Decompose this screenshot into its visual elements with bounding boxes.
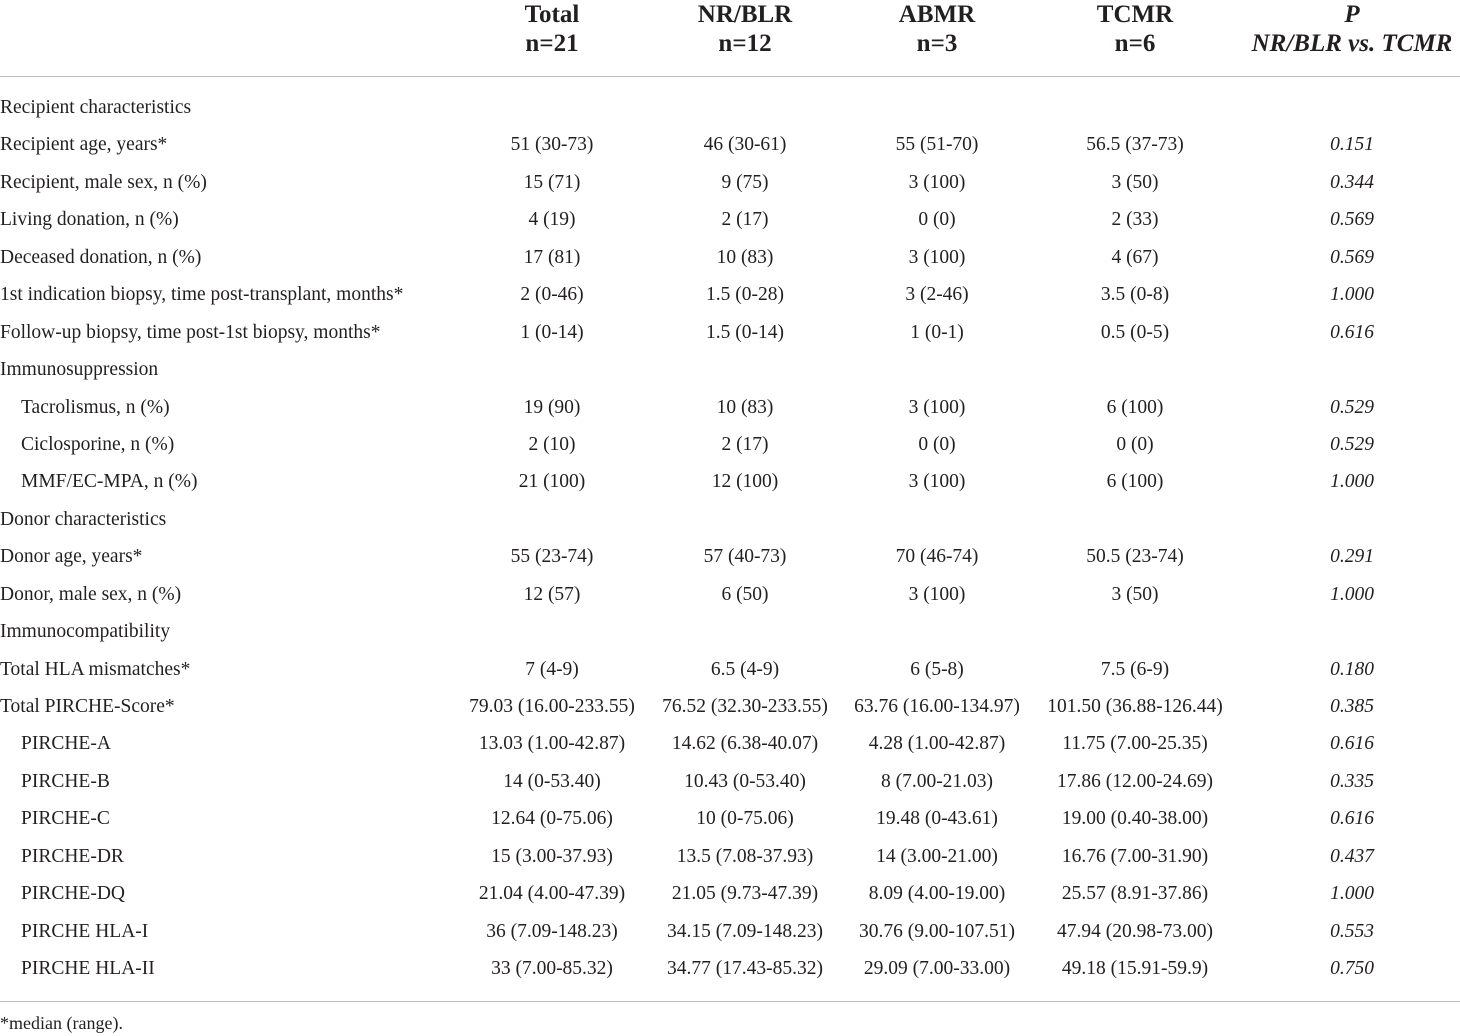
row-label: MMF/EC-MPA, n (%) [21,471,198,493]
cell-abmr: 4.28 (1.00-42.87) [868,733,1006,755]
cell-nr-blr: 34.77 (17.43-85.32) [667,958,823,980]
cell-tcmr: 7.5 (6-9) [1100,658,1170,680]
header-nr-blr [698,0,792,58]
cell-tcmr: 25.57 (8.91-37.86) [1061,883,1209,905]
cell-total: 55 (23-74) [510,546,594,568]
cell-p-value: 0.616 [1330,733,1374,755]
cell-tcmr: 50.5 (23-74) [1086,546,1184,568]
table-row [0,315,1460,352]
header-nr-blr-title: NR/BLR [697,1,793,28]
row-label: PIRCHE-C [21,808,110,830]
cell-p-value: 0.437 [1330,845,1374,867]
header-p-title: P [1344,1,1360,28]
header-abmr-n: n=3 [916,30,958,57]
cell-total: 33 (7.00-85.32) [491,958,613,980]
cell-nr-blr: 57 (40-73) [703,546,787,568]
cell-abmr: 6 (5-8) [910,658,964,680]
cell-nr-blr: 21.05 (9.73-47.39) [671,883,819,905]
cell-total: 51 (30-73) [510,134,594,156]
table-row [0,202,1460,239]
cell-abmr: 30.76 (9.00-107.51) [859,920,1015,942]
cell-p-value: 0.529 [1330,433,1374,455]
cell-p-value: 0.291 [1330,546,1374,568]
cell-nr-blr: 12 (100) [711,471,779,493]
cell-abmr: 8 (7.00-21.03) [880,770,994,792]
row-label: Immunosuppression [0,359,159,381]
table-row [0,726,1460,763]
cell-tcmr: 101.50 (36.88-126.44) [1047,696,1223,717]
header-divider [0,76,1460,77]
cell-total: 17 (81) [523,246,581,268]
row-label: Immunocompatibility [0,621,171,643]
table-row [0,539,1460,576]
cell-tcmr: 0 (0) [1116,433,1154,455]
table-row [0,689,1460,726]
cell-p-value: 0.151 [1330,134,1374,156]
cell-nr-blr: 6 (50) [721,583,769,605]
cell-total: 21 (100) [518,471,586,493]
header-abmr-title: ABMR [898,1,976,28]
table-row [0,839,1460,876]
cell-p-value: 0.335 [1330,770,1374,792]
cell-abmr: 3 (2-46) [905,284,969,306]
row-label: Total PIRCHE-Score* [0,696,175,717]
cell-abmr: 0 (0) [918,209,956,231]
cell-nr-blr: 13.5 (7.08-37.93) [676,845,814,867]
table-row [0,127,1460,164]
table-row [0,277,1460,314]
cell-abmr: 55 (51-70) [895,134,979,156]
cell-abmr: 29.09 (7.00-33.00) [863,958,1011,980]
cell-tcmr: 6 (100) [1106,396,1164,418]
cell-abmr: 3 (100) [908,471,966,493]
row-label: PIRCHE-A [21,733,111,755]
cell-p-value: 1.000 [1330,883,1374,905]
cell-tcmr: 3 (50) [1111,583,1159,605]
cell-nr-blr: 76.52 (32.30-233.55) [662,696,828,717]
cell-total: 36 (7.09-148.23) [486,920,618,942]
row-label: 1st indication biopsy, time post-transplant, months* [0,284,404,306]
cell-tcmr: 47.94 (20.98-73.00) [1057,920,1213,942]
cell-p-value: 0.529 [1330,396,1374,418]
cell-tcmr: 3 (50) [1111,171,1159,193]
row-label: Follow-up biopsy, time post-1st biopsy, months* [0,321,381,343]
cell-total: 4 (19) [528,209,576,231]
row-label: Donor characteristics [0,508,167,530]
table-row [0,914,1460,951]
header-nr-blr-n: n=12 [718,30,772,57]
row-label: Tacrolismus, n (%) [21,396,170,418]
header-total-n: n=21 [525,30,579,57]
cell-p-value: 0.553 [1330,920,1374,942]
cell-tcmr: 4 (67) [1111,246,1159,268]
table-row [0,240,1460,277]
cell-tcmr: 16.76 (7.00-31.90) [1061,845,1209,867]
cell-nr-blr: 10 (0-75.06) [696,808,794,830]
cell-tcmr: 17.86 (12.00-24.69) [1057,770,1213,792]
row-label: PIRCHE-B [21,770,110,792]
cell-tcmr: 2 (33) [1111,209,1159,231]
table-row [0,614,1460,651]
cell-nr-blr: 2 (17) [721,209,769,231]
cell-nr-blr: 10.43 (0-53.40) [684,770,806,792]
cell-tcmr: 11.75 (7.00-25.35) [1062,733,1208,755]
table-row [0,876,1460,913]
cell-p-value: 0.750 [1330,958,1374,980]
row-label: Donor, male sex, n (%) [0,583,182,605]
cell-nr-blr: 46 (30-61) [703,134,787,156]
cell-total: 79.03 (16.00-233.55) [469,696,635,717]
table-row [0,801,1460,838]
table-row [0,352,1460,389]
cell-abmr: 19.48 (0-43.61) [876,808,998,830]
header-tcmr-n: n=6 [1114,30,1156,57]
cell-total: 21.04 (4.00-47.39) [478,883,626,905]
header-total [525,0,580,58]
header-abmr [899,0,975,58]
cell-total: 19 (90) [523,396,581,418]
cell-abmr: 70 (46-74) [895,546,979,568]
cell-tcmr: 0.5 (0-5) [1100,321,1170,343]
header-tcmr-title: TCMR [1096,1,1174,28]
table-row [0,951,1460,988]
header-p-value [1252,0,1453,58]
cell-tcmr: 19.00 (0.40-38.00) [1061,808,1209,830]
cell-nr-blr: 34.15 (7.09-148.23) [667,920,823,942]
row-label: Recipient, male sex, n (%) [0,171,207,193]
table-bottom-divider [0,1001,1460,1002]
cell-tcmr: 56.5 (37-73) [1086,134,1184,156]
table-row [0,165,1460,202]
table-header [0,0,1460,76]
cell-abmr: 3 (100) [908,583,966,605]
cell-abmr: 14 (3.00-21.00) [876,845,998,867]
cell-abmr: 8.09 (4.00-19.00) [868,883,1006,905]
cell-nr-blr: 6.5 (4-9) [710,658,780,680]
cell-total: 2 (0-46) [520,284,584,306]
header-tcmr [1097,0,1173,58]
cell-p-value: 0.344 [1330,171,1374,193]
cell-abmr: 63.76 (16.00-134.97) [854,696,1020,717]
cell-abmr: 3 (100) [908,246,966,268]
cell-nr-blr: 10 (83) [716,246,774,268]
cell-total: 13.03 (1.00-42.87) [478,733,626,755]
table-body [0,90,1460,989]
row-label: Ciclosporine, n (%) [21,433,175,455]
cell-total: 12 (57) [523,583,581,605]
row-label: PIRCHE HLA-II [21,958,155,980]
cell-abmr: 0 (0) [918,433,956,455]
cell-tcmr: 6 (100) [1106,471,1164,493]
cell-total: 2 (10) [528,433,576,455]
row-label: Recipient age, years* [0,134,168,156]
cell-tcmr: 49.18 (15.91-59.9) [1061,958,1209,980]
table-row [0,90,1460,127]
cell-p-value: 0.569 [1330,246,1374,268]
cell-p-value: 0.616 [1330,808,1374,830]
cell-p-value: 0.180 [1330,658,1374,680]
row-label: Donor age, years* [0,546,143,568]
table-row [0,764,1460,801]
row-label: Deceased donation, n (%) [0,246,202,268]
table-row [0,390,1460,427]
cell-nr-blr: 9 (75) [721,171,769,193]
table-row [0,577,1460,614]
row-label: Recipient characteristics [0,97,192,118]
cell-nr-blr: 14.62 (6.38-40.07) [671,733,819,755]
cell-p-value: 0.616 [1330,321,1374,343]
cell-nr-blr: 10 (83) [716,396,774,418]
cell-abmr: 1 (0-1) [910,321,964,343]
cell-nr-blr: 1.5 (0-28) [706,284,784,306]
cell-tcmr: 3.5 (0-8) [1100,284,1170,306]
cell-total: 1 (0-14) [520,321,584,343]
cell-p-value: 1.000 [1330,284,1374,306]
cell-nr-blr: 1.5 (0-14) [706,321,784,343]
header-total-title: Total [524,1,580,28]
cell-p-value: 0.569 [1330,209,1374,231]
table-row [0,427,1460,464]
table-row [0,502,1460,539]
cell-p-value: 1.000 [1330,471,1374,493]
cell-total: 14 (0-53.40) [503,770,601,792]
header-p-comparison: NR/BLR vs. TCMR [1251,30,1453,57]
row-label: PIRCHE HLA-I [21,920,149,942]
cell-total: 12.64 (0-75.06) [491,808,613,830]
table-footnote: *median (range). [0,1013,123,1033]
cell-total: 15 (3.00-37.93) [491,845,613,867]
cell-abmr: 3 (100) [908,171,966,193]
cell-p-value: 0.385 [1330,696,1374,717]
table-row [0,652,1460,689]
row-label: Living donation, n (%) [0,209,179,231]
cell-abmr: 3 (100) [908,396,966,418]
cell-total: 7 (4-9) [525,658,579,680]
cell-nr-blr: 2 (17) [721,433,769,455]
cell-total: 15 (71) [523,171,581,193]
row-label: PIRCHE-DQ [21,883,126,905]
table-row [0,464,1460,501]
row-label: Total HLA mismatches* [0,658,191,680]
cell-p-value: 1.000 [1330,583,1374,605]
row-label: PIRCHE-DR [21,845,124,867]
